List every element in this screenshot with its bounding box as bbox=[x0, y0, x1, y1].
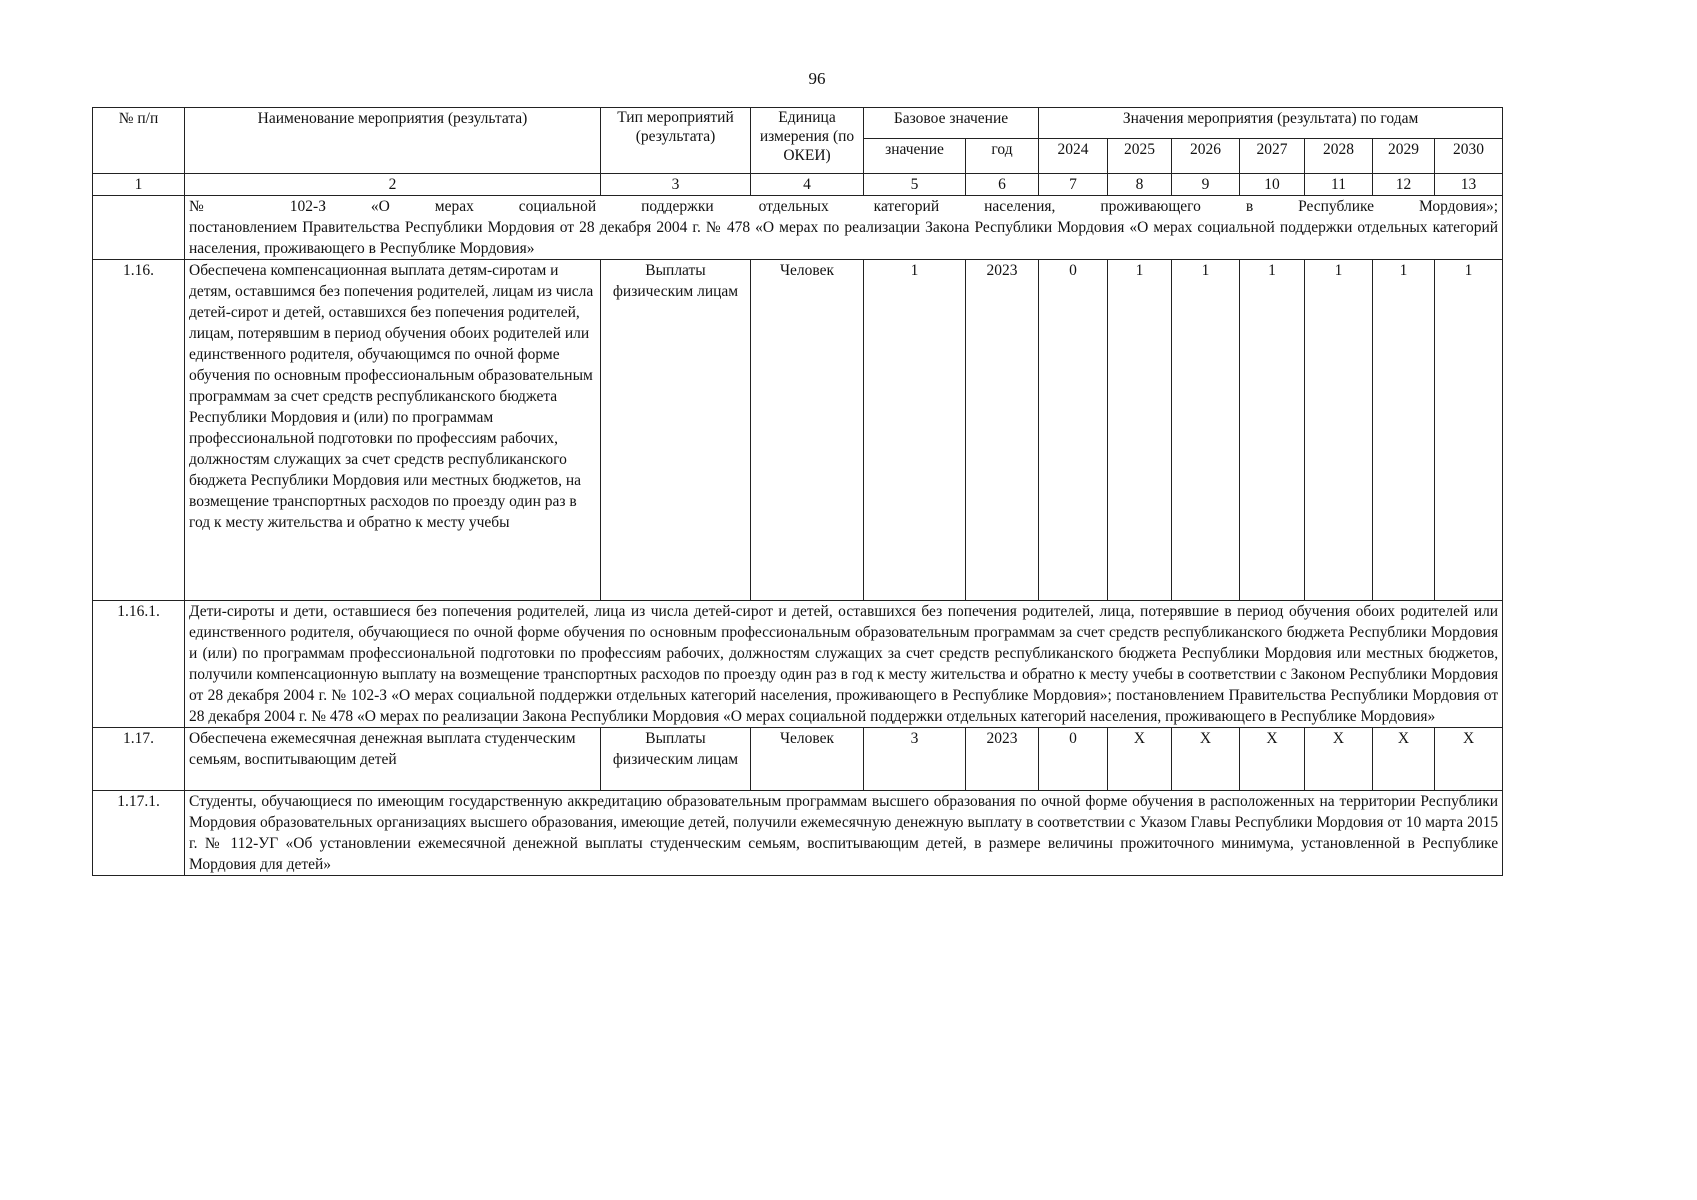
colnum-8: 8 bbox=[1108, 174, 1172, 196]
column-numbers-row bbox=[93, 174, 1503, 196]
colnum-6: 6 bbox=[966, 174, 1039, 196]
row-num: 1.17.1. bbox=[93, 791, 185, 876]
continuation-num bbox=[93, 196, 185, 260]
continuation-text bbox=[185, 196, 1503, 260]
header-years-group: Значения мероприятия (результата) по годам bbox=[1039, 108, 1503, 139]
row-unit: Человек bbox=[751, 260, 864, 601]
colnum-9: 9 bbox=[1172, 174, 1240, 196]
colnum-10: 10 bbox=[1240, 174, 1305, 196]
header-unit: Единица измерения (по ОКЕИ) bbox=[751, 108, 864, 174]
row-num: 1.16. bbox=[93, 260, 185, 601]
header-year-2030: 2030 bbox=[1435, 139, 1503, 174]
page-number: 96 bbox=[808, 69, 826, 88]
header-year-2027: 2027 bbox=[1240, 139, 1305, 174]
row-base-year: 2023 bbox=[966, 728, 1039, 791]
row-num: 1.17. bbox=[93, 728, 185, 791]
row-name: Обеспечена компенсационная выплата детям-сиротам и детям, оставшимся без попечения родителей, лицам из числа детей-сирот и детей, оставшихся без попечения родителей, лицам, потерявшим в период обучения обоих родителей или единственного родителя, обучающимся по очной форме обучения по основным профессиональным образовательным программам за счет средств республиканского бюджета Республики Мордовия и (или) по программам профессиональной подготовки по профессиям рабочих, должностям служащих за счет средств республиканского бюджета Республики Мордовия или местных бюджетов, на возмещение транспортных расходов по проезду один раз в год к месту жительства и обратно к месту учебы bbox=[185, 260, 601, 601]
table-row bbox=[93, 728, 1503, 791]
colnum-12: 12 bbox=[1373, 174, 1435, 196]
table-row bbox=[93, 260, 1503, 601]
header-year-2026: 2026 bbox=[1172, 139, 1240, 174]
header-base: Базовое значение bbox=[864, 108, 1039, 139]
table-row bbox=[93, 791, 1503, 876]
header-base-year: год bbox=[966, 139, 1039, 174]
row-value-2030: 1 bbox=[1435, 260, 1503, 601]
header-row-1 bbox=[93, 108, 1503, 139]
colnum-7: 7 bbox=[1039, 174, 1108, 196]
row-value-2026: 1 bbox=[1172, 260, 1240, 601]
row-value-2024: 0 bbox=[1039, 728, 1108, 791]
continuation-line-1: № 102-З «О мерах социальной поддержки отдельных категорий населения, проживающего в Республике Мордовия»; bbox=[189, 198, 1499, 215]
colnum-3: 3 bbox=[601, 174, 751, 196]
row-type: Выплаты физическим лицам bbox=[601, 728, 751, 791]
continuation-row bbox=[93, 196, 1503, 260]
row-value-2028: 1 bbox=[1305, 260, 1373, 601]
row-name: Обеспечена ежемесячная денежная выплата студенческим семьям, воспитывающим детей bbox=[185, 728, 601, 791]
row-value-2027: 1 bbox=[1240, 260, 1305, 601]
row-value-2024: 0 bbox=[1039, 260, 1108, 601]
row-description: Дети-сироты и дети, оставшиеся без попечения родителей, лица из числа детей-сирот и детей, оставшихся без попечения родителей, лица, потерявшие в период обучения обоих родителей или единственного родителя, обучающиеся по очной форме обучения по основным профессиональным образовательным программам за счет средств республиканского бюджета Республики Мордовия и (или) по программам профессиональной подготовки по профессиям рабочих, должностям служащих за счет средств республиканского бюджета Республики Мордовия или местных бюджетов, получили компенсационную выплату на возмещение транспортных расходов по проезду один раз в год к месту жительства и обратно к месту учебы в соответствии с Законом Республики Мордовия от 28 декабря 2004 г. № 102-З «О мерах социальной поддержки отдельных категорий населения, проживающего в Республике Мордовия»; постановлением Правительства Республики Мордовия от 28 декабря 2004 г. № 478 «О мерах по реализации Закона Республики Мордовия «О мерах социальной поддержки отдельных категорий населения, проживающего в Республике Мордовия» bbox=[185, 601, 1503, 728]
row-type: Выплаты физическим лицам bbox=[601, 260, 751, 601]
header-base-value: значение bbox=[864, 139, 966, 174]
colnum-11: 11 bbox=[1305, 174, 1373, 196]
continuation-line-2: постановлением Правительства Республики Мордовия от 28 декабря 2004 г. № 478 «О мерах по реализации Закона Республики Мордовия «О мерах социальной поддержки отдельных категорий населения, проживающего в Республике Мордовия» bbox=[189, 219, 1499, 257]
row-base-value: 1 bbox=[864, 260, 966, 601]
header-year-2029: 2029 bbox=[1373, 139, 1435, 174]
header-year-2025: 2025 bbox=[1108, 139, 1172, 174]
colnum-5: 5 bbox=[864, 174, 966, 196]
row-unit: Человек bbox=[751, 728, 864, 791]
colnum-13: 13 bbox=[1435, 174, 1503, 196]
row-value-2028: X bbox=[1305, 728, 1373, 791]
row-value-2030: X bbox=[1435, 728, 1503, 791]
row-value-2029: X bbox=[1373, 728, 1435, 791]
header-name: Наименование мероприятия (результата) bbox=[185, 108, 601, 174]
header-year-2024: 2024 bbox=[1039, 139, 1108, 174]
table-row bbox=[93, 601, 1503, 728]
header-type: Тип мероприятий (результата) bbox=[601, 108, 751, 174]
colnum-4: 4 bbox=[751, 174, 864, 196]
colnum-2: 2 bbox=[185, 174, 601, 196]
row-base-value: 3 bbox=[864, 728, 966, 791]
colnum-1: 1 bbox=[93, 174, 185, 196]
row-value-2026: X bbox=[1172, 728, 1240, 791]
row-value-2027: X bbox=[1240, 728, 1305, 791]
row-num: 1.16.1. bbox=[93, 601, 185, 728]
row-value-2025: 1 bbox=[1108, 260, 1172, 601]
row-value-2025: X bbox=[1108, 728, 1172, 791]
header-num: № п/п bbox=[93, 108, 185, 174]
row-description: Студенты, обучающиеся по имеющим государственную аккредитацию образовательным программам высшего образования по очной форме обучения в расположенных на территории Республики Мордовия образовательных организациях высшего образования, имеющие детей, получили ежемесячную денежную выплату в соответствии с Указом Главы Республики Мордовия от 10 марта 2015 г. № 112-УГ «Об установлении ежемесячной денежной выплаты студенческим семьям, воспитывающим детей, в размере величины прожиточного минимума, установленной в Республике Мордовия для детей» bbox=[185, 791, 1503, 876]
row-base-year: 2023 bbox=[966, 260, 1039, 601]
measures-table bbox=[92, 107, 1503, 876]
header-year-2028: 2028 bbox=[1305, 139, 1373, 174]
row-value-2029: 1 bbox=[1373, 260, 1435, 601]
